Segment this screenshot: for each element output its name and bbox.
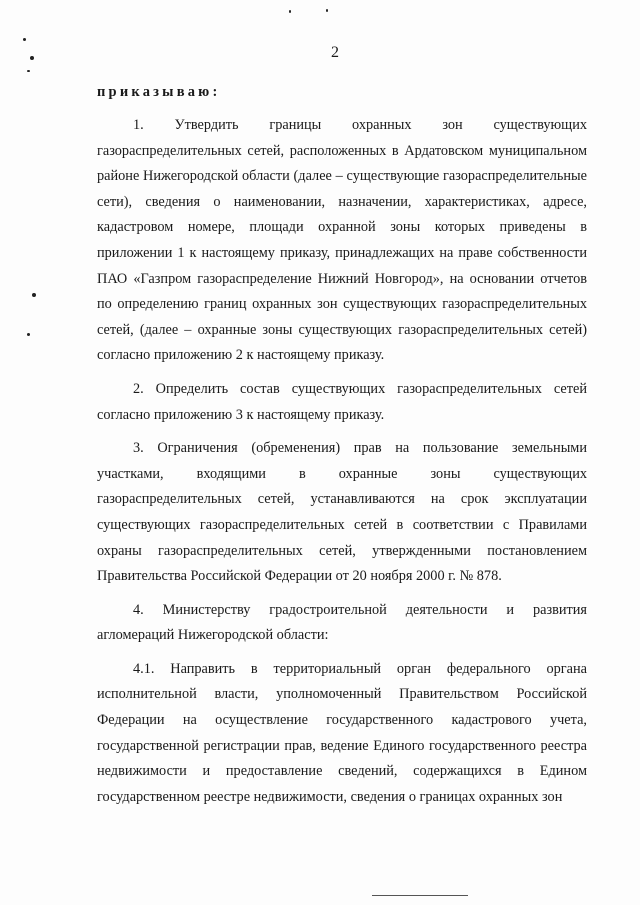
paragraph-2: 2. Определить состав существующих газораспределительных сетей согласно приложению 3 к настоящему приказу.	[97, 380, 587, 423]
page-number: 2	[331, 44, 339, 61]
scan-speck	[289, 10, 291, 13]
paragraph-4-1: 4.1. Направить в территориальный орган федерального органа исполнительной власти, уполномоченный Правительством Российской Федерации на осуществление государственного кадастрового учета, государственной регистрации прав, ведение Единого государственного реестра недвижимости и предоставление сведений, содержащихся в Едином государственном реестре недвижимости, сведения о границах охранных зон	[97, 660, 587, 805]
scan-speck	[27, 333, 30, 336]
order-heading: приказываю:	[97, 84, 221, 100]
scan-speck	[27, 70, 30, 72]
paragraph-4: 4. Министерству градостроительной деятельности и развития агломераций Нижегородской области:	[97, 601, 587, 644]
scan-speck	[23, 38, 26, 41]
bottom-divider	[372, 895, 468, 896]
paragraph-3: 3. Ограничения (обременения) прав на пользование земельными участками, входящими в охранные зоны существующих газораспределительных сетей, устанавливаются на срок эксплуатации существующих газораспределительных сетей в соответствии с Правилами охраны газораспределительных сетей, утвержденными постановлением Правительства Российской Федерации от 20 ноября 2000 г. № 878.	[97, 440, 587, 585]
scan-speck	[32, 293, 36, 297]
scan-speck	[326, 9, 328, 12]
paragraph-1: 1. Утвердить границы охранных зон существующих газораспределительных сетей, расположенных в Ардатовском муниципальном районе Нижегородской области (далее – существующие газораспределительные сети), сведения о наименовании, назначении, характеристиках, адресе, кадастровом номере, площади охранной зоны которых приведены в приложении 1 к настоящему приказу, принадлежащих на праве собственности ПАО «Газпром газораспределение Нижний Новгород», на основании отчетов по определению границ охранных зон существующих газораспределительных сетей, (далее – охранные зоны существующих газораспределительных сетей) согласно приложению 2 к настоящему приказу.	[97, 117, 587, 364]
document-body	[97, 113, 587, 810]
